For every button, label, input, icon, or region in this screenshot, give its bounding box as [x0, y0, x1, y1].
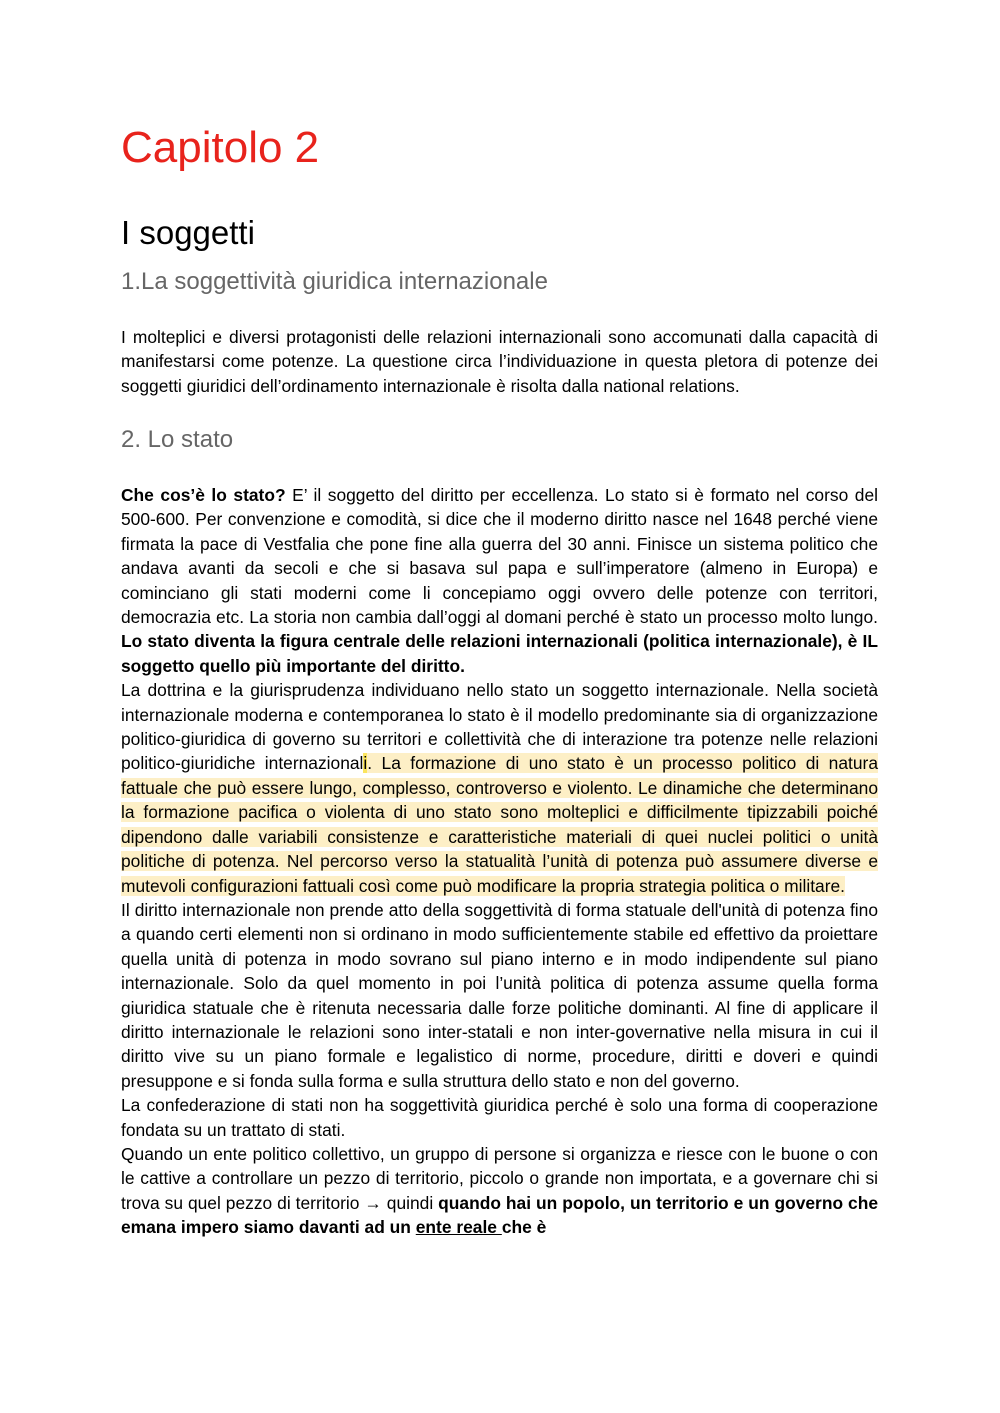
section-heading-2: 2. Lo stato — [121, 426, 234, 453]
paragraph-text: La dottrina e la giurisprudenza individuano nello stato un soggetto internazionale. Nella società internazionale moderna e contemporanea lo stato è il modello predominante sia di organizzazione politico-giuridica di governo su territori e collettività che di interazione tra potenze nelle relazioni politico-giuridiche internazional — [121, 680, 878, 774]
underlined-term: ente reale — [415, 1217, 502, 1238]
paragraph-international-law: Il diritto internazionale non prende atto della soggettività di forma statuale dell'unità di potenza fino a quando certi elementi non si ordinano in modo sufficientemente stabile ed effettivo da proiettare quella unità di potenza in modo sovrano sul piano interno e in modo indipendente sul piano internazionale. Solo da quel momento in poi l’unità politica di potenza assume quella forma giuridica statuale che è ritenuta necessaria dalle forze politiche dominanti. Al fine di applicare il diritto internazionale le relazioni sono inter-statali e non inter-governative nella misura in cui il diritto vive su un piano formale e legalistico di norme, procedure, diritti e doveri e quindi presuppone e si fonda sulla forma e sulla struttura dello stato e non del governo. — [121, 899, 878, 1091]
section-1-paragraph: I molteplici e diversi protagonisti delle relazioni internazionali sono accomunati dalla capacità di manifestarsi come potenze. La questione circa l’individuazione in questa pletora di potenze dei soggetti giuridici dell’ordinamento internazionale è risolta dalla national relations. — [121, 327, 878, 396]
highlighted-text: . La formazione di uno stato è un processo politico di natura fattuale che può essere lungo, complesso, controverso e violento. Le dinamiche che determinano la formazione pacifica o violenta di uno stato sono molteplici e difficilmente tipizzabili poiché dipendono dalle variabili consistenze e caratteristiche materiali di quei nuclei politici o unità politiche di potenza. Nel percorso verso la statualità l’unità di potenza può assumere diverse e mutevoli configurazioni fattuali così come può modificare la propria strategia politica o militare. — [121, 753, 878, 896]
bold-continuation: che è — [501, 1217, 547, 1238]
bold-statement: Lo stato diventa la figura centrale delle relazioni internazionali (politica internazionale), è IL soggetto quello più importante del diritto. — [121, 631, 878, 676]
question-bold: Che cos’è lo stato? — [121, 485, 286, 505]
section-2-body — [121, 483, 878, 1240]
paragraph-what-is-state — [121, 483, 878, 678]
paragraph-text: E’ il soggetto del diritto per eccellenza. Lo stato si è formato nel corso del 500-600. Per convenzione e comodità, si dice che il moderno diritto nasce nel 1648 perché viene firmata la pace di Vestfalia che pone fine alla guerra del 30 anni. Finisce un sistema politico che andava avanti da secoli e che si basava sul papa e sull’imperatore (almeno in Europa) e cominciano gli stati moderni come li concepiamo oggi ovvero delle potenze con territori, democrazia etc. La storia non cambia dall’oggi al domani perché è stato un processo molto lungo. — [121, 485, 878, 628]
paragraph-doctrine — [121, 678, 878, 898]
paragraph-confederation: La confederazione di stati non ha soggettività giuridica perché è solo una forma di cooperazione fondata su un trattato di stati. — [121, 1095, 878, 1140]
paragraph-political-entity — [121, 1142, 878, 1240]
section-heading-1: 1.La soggettività giuridica internazionale — [121, 268, 548, 295]
bold-statement: quando hai un popolo, un territorio e un governo che emana impero siamo davanti ad un — [121, 1192, 879, 1238]
page-title: I soggetti — [121, 214, 255, 251]
chapter-title: Capitolo 2 — [121, 123, 320, 172]
paragraph-text: Quando un ente politico collettivo, un gruppo di persone si organizza e riesce con le buone o con le cattive a controllare un pezzo di territorio, piccolo o grande non importata, e a governare chi si trova su quel pezzo di territorio → quindi — [121, 1143, 878, 1213]
highlight-mark: i — [363, 753, 368, 774]
